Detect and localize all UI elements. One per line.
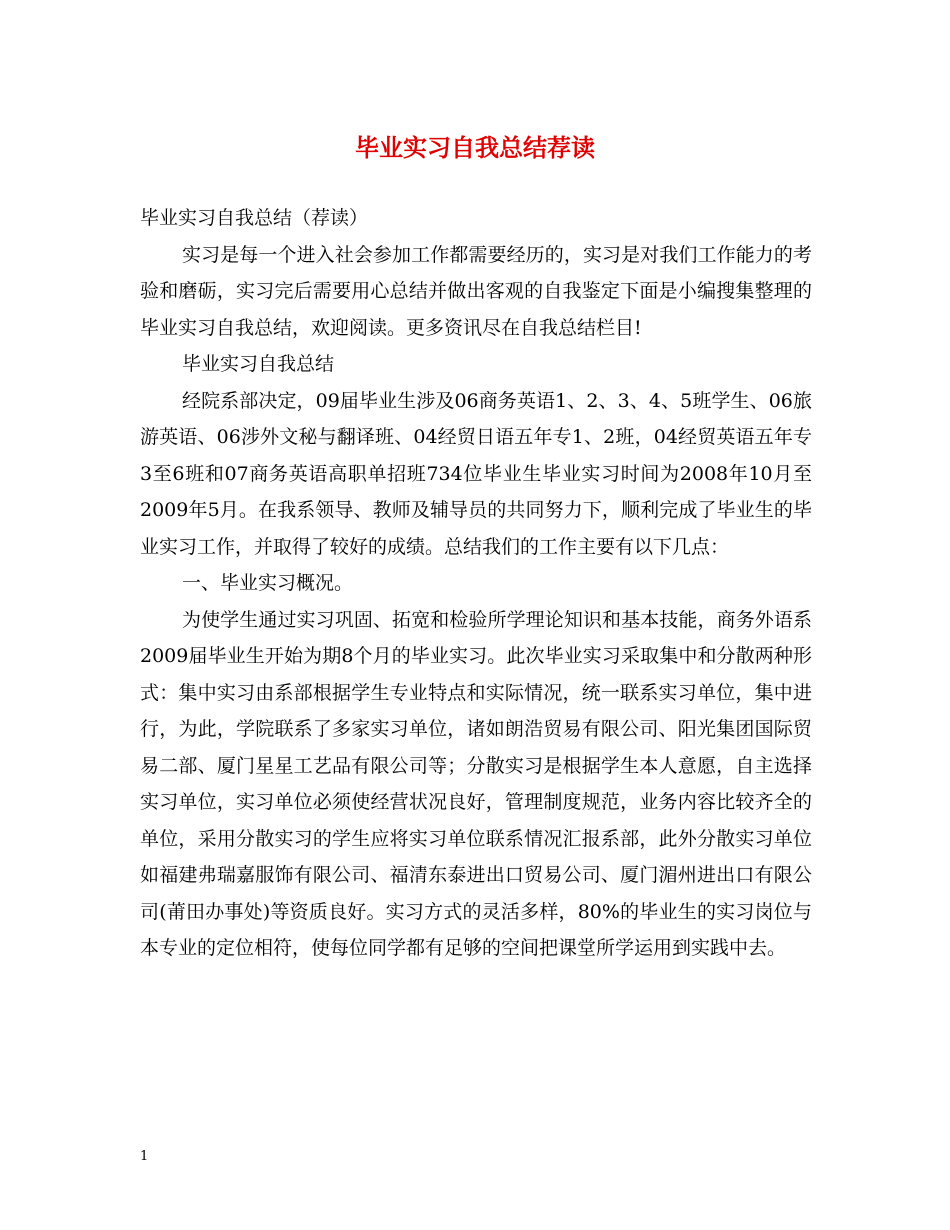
paragraph-overview: 为使学生通过实习巩固、拓宽和检验所学理论知识和基本技能，商务外语系2009届毕业生开始为期8个月的毕业实习。此次毕业实习采取集中和分散两种形式：集中实习由系部根据学生专业特点和实际情况，统一联系实习单位，集中进行，为此，学院联系了多家实习单位，诸如朗浩贸易有限公司、阳光集团国际贸易二部、厦门星星工艺品有限公司等；分散实习是根据学生本人意愿，自主选择实习单位，实习单位必须使经营状况良好，管理制度规范，业务内容比较齐全的单位，采用分散实习的学生应将实习单位联系情况汇报系部，此外分散实习单位如福建弗瑞嘉服饰有限公司、福清东泰进出口贸易公司、厦门湄州进出口有限公司(莆田办事处)等资质良好。实习方式的灵活多样，80%的毕业生的实习岗位与本专业的定位相符，使每位同学都有足够的空间把课堂所学运用到实践中去。 [140, 608, 812, 959]
document-subtitle: 毕业实习自我总结（荐读） [140, 207, 369, 229]
document-title: 毕业实习自我总结荐读 [355, 133, 595, 162]
section-heading-overview: 一、毕业实习概况。 [182, 572, 354, 594]
paragraph-decision: 经院系部决定，09届毕业生涉及06商务英语1、2、3、4、5班学生、06旅游英语、06涉外文秘与翻译班、04经贸日语五年专1、2班，04经贸英语五年专3至6班和07商务英语高职单招班734位毕业生毕业实习时间为2008年10月至2009年5月。在我系领导、教师及辅导员的共同努力下，顺利完成了毕业生的毕业实习工作，并取得了较好的成绩。总结我们的工作主要有以下几点： [140, 389, 812, 558]
document-body [140, 200, 812, 967]
paragraph-intro: 实习是每一个进入社会参加工作都需要经历的，实习是对我们工作能力的考验和磨砺，实习完后需要用心总结并做出客观的自我鉴定下面是小编搜集整理的毕业实习自我总结，欢迎阅读。更多资讯尽在自我总结栏目! [140, 243, 812, 339]
section-heading: 毕业实习自我总结 [182, 353, 335, 375]
page-number: 1 [140, 1149, 149, 1164]
